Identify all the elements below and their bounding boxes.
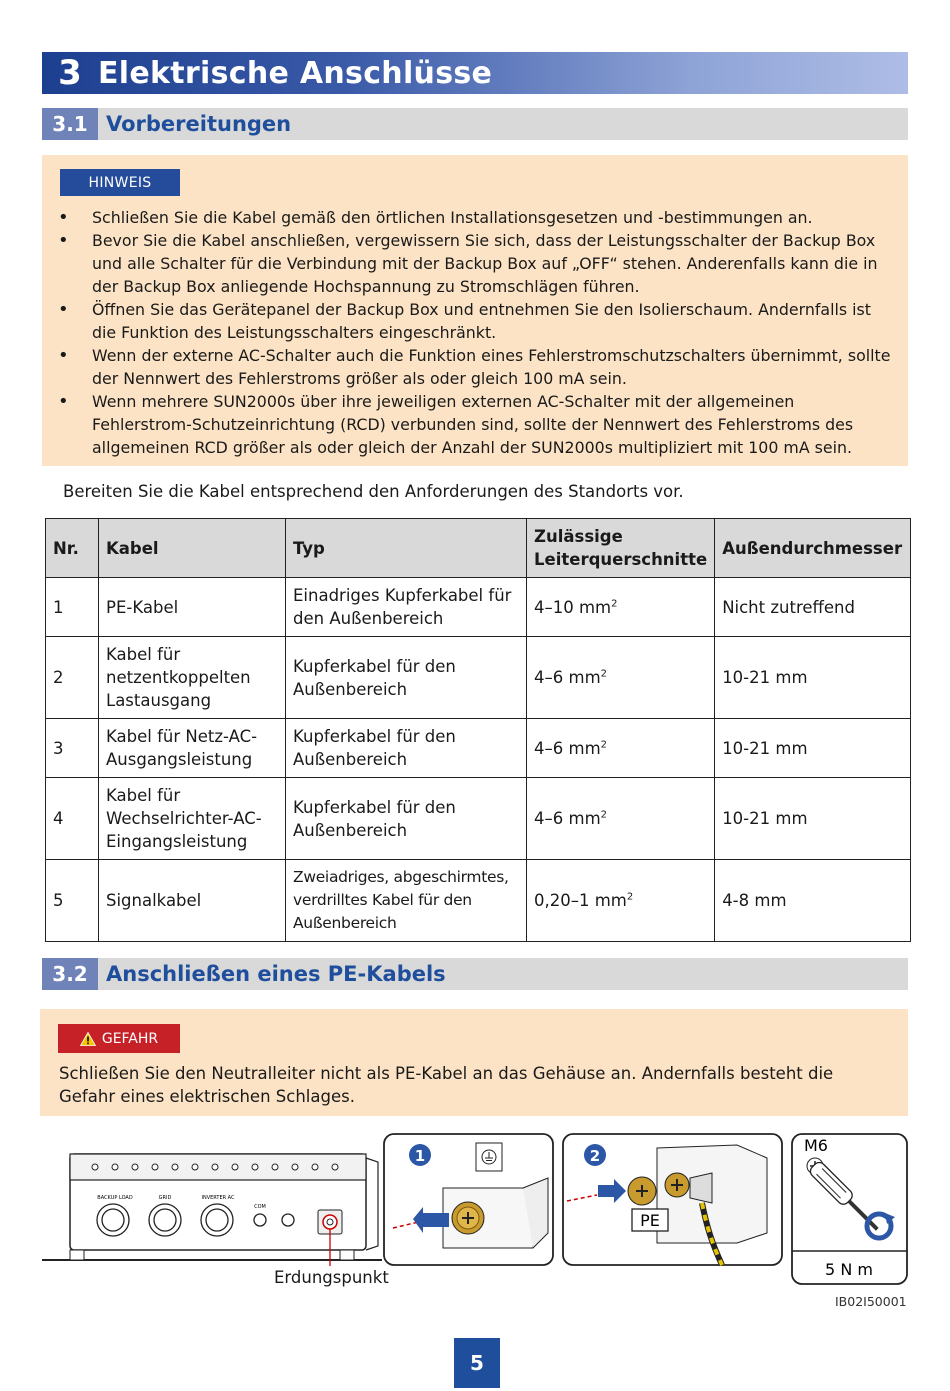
cell-nr: 2 bbox=[46, 637, 99, 719]
table-row bbox=[46, 778, 911, 860]
header-outer-diameter: Außendurchmesser bbox=[715, 519, 911, 578]
section-header-pe-cable bbox=[42, 958, 908, 990]
cell-cross-section: 4–6 $mm^2$ bbox=[527, 637, 715, 719]
header-cable: Kabel bbox=[99, 519, 286, 578]
table-row bbox=[46, 578, 911, 637]
cell-cross-section: 4–6 $mm^2$ bbox=[527, 778, 715, 860]
cell-outer-diameter: 10-21 mm bbox=[715, 778, 911, 860]
cell-cross-section: 0,20–1 $mm^2$ bbox=[527, 860, 715, 942]
intro-text: Bereiten Sie die Kabel entsprechend den Anforderungen des Standorts vor. bbox=[63, 482, 684, 501]
header-type: Typ bbox=[286, 519, 527, 578]
warning-icon bbox=[80, 1032, 96, 1046]
cell-type: Kupferkabel für den Außenbereich bbox=[286, 778, 527, 860]
cell-cross-section: 4–10 $mm^2$ bbox=[527, 578, 715, 637]
cell-cable: Kabel für Wechselrichter-AC-Eingangsleistung bbox=[99, 778, 286, 860]
notice-list bbox=[58, 206, 898, 459]
cell-cable: Kabel für netzentkoppelten Lastausgang bbox=[99, 637, 286, 719]
cell-type: Kupferkabel für den Außenbereich bbox=[286, 719, 527, 778]
cell-outer-diameter: 10-21 mm bbox=[715, 719, 911, 778]
cell-cable: Kabel für Netz-AC-Ausgangsleistung bbox=[99, 719, 286, 778]
section-number: 3.1 bbox=[42, 108, 98, 140]
table-row bbox=[46, 719, 911, 778]
port-label-com: COM bbox=[254, 1204, 266, 1210]
notice-item: • Schließen Sie die Kabel gemäß den örtlichen Installationsgesetzen und -bestimmungen an. bbox=[58, 206, 898, 229]
port-label-inverter-ac: INVERTER AC bbox=[201, 1195, 235, 1201]
section-title: Anschließen eines PE-Kabels bbox=[106, 962, 446, 986]
cell-cable: Signalkabel bbox=[99, 860, 286, 942]
danger-label bbox=[58, 1024, 180, 1053]
chapter-number: 3 bbox=[58, 53, 82, 93]
backup-box-illustration bbox=[40, 1148, 385, 1268]
cell-type: Zweiadriges, abgeschirmtes, verdrilltes Kabel für den Außenbereich bbox=[286, 860, 527, 942]
step-1-number: 1 bbox=[414, 1147, 426, 1165]
page-number: 5 bbox=[454, 1338, 500, 1388]
notice-item: • Öffnen Sie das Gerätepanel der Backup Box und entnehmen Sie den Isolierschaum. Andernfalls ist die Funktion des Leistungsschalters eingeschränkt. bbox=[58, 298, 898, 344]
step-2-illustration bbox=[562, 1133, 783, 1266]
cell-nr: 5 bbox=[46, 860, 99, 942]
cell-type: Einadriges Kupferkabel für den Außenbereich bbox=[286, 578, 527, 637]
header-nr: Nr. bbox=[46, 519, 99, 578]
chapter-title: Elektrische Anschlüsse bbox=[98, 55, 493, 91]
cell-nr: 3 bbox=[46, 719, 99, 778]
section-header-preparations bbox=[42, 108, 908, 140]
port-label-grid: GRID bbox=[158, 1195, 172, 1201]
notice-item: • Wenn der externe AC-Schalter auch die Funktion eines Fehlerstromschutzschalters übernimmt, sollte der Nennwert des Fehlerstroms größer als oder gleich 100 mA sein. bbox=[58, 344, 898, 390]
cell-outer-diameter: Nicht zutreffend bbox=[715, 578, 911, 637]
step-2-number: 2 bbox=[589, 1147, 601, 1165]
bolt-size: M6 bbox=[804, 1136, 828, 1155]
table-row bbox=[46, 860, 911, 942]
danger-text: Schließen Sie den Neutralleiter nicht als PE-Kabel an das Gehäuse an. Andernfalls besteht die Gefahr eines elektrischen Schlages. bbox=[59, 1064, 834, 1106]
step-1-illustration bbox=[383, 1133, 554, 1266]
figure-code: IB02I50001 bbox=[835, 1294, 907, 1309]
notice-label: HINWEIS bbox=[60, 169, 180, 196]
cell-nr: 1 bbox=[46, 578, 99, 637]
header-cross-section: Zulässige Leiterquerschnitte bbox=[527, 519, 715, 578]
table-row bbox=[46, 637, 911, 719]
notice-item: • Bevor Sie die Kabel anschließen, vergewissern Sie sich, dass der Leistungsschalter der Backup Box und alle Schalter für die Verbindung mit der Backup Box auf „OFF“ stehen. Anderenfalls kann die in der Backup Box anliegende Hochspannung zu Stromschlägen führen. bbox=[58, 229, 898, 298]
cell-cable: PE-Kabel bbox=[99, 578, 286, 637]
port-label-backup-load: BACKUP LOAD bbox=[97, 1195, 133, 1201]
cell-type: Kupferkabel für den Außenbereich bbox=[286, 637, 527, 719]
cell-outer-diameter: 10-21 mm bbox=[715, 637, 911, 719]
table-header-row bbox=[46, 519, 911, 578]
danger-label-text: GEFAHR bbox=[101, 1030, 159, 1047]
cell-outer-diameter: 4-8 mm bbox=[715, 860, 911, 942]
cable-table bbox=[45, 518, 911, 942]
section-number: 3.2 bbox=[42, 958, 98, 990]
torque-value: 5 N m bbox=[825, 1260, 873, 1279]
notice-item: • Wenn mehrere SUN2000s über ihre jeweiligen externen AC-Schalter mit der allgemeinen Fehlerstrom-Schutzeinrichtung (RCD) verbunden sind, sollte der Nennwert des Fehlerstroms des allgemeinen RCD größer als oder gleich der Anzahl der SUN2000s multipliziert mit 100 mA sein. bbox=[58, 390, 898, 459]
cell-nr: 4 bbox=[46, 778, 99, 860]
section-title: Vorbereitungen bbox=[106, 112, 292, 136]
pe-label: PE bbox=[640, 1211, 660, 1230]
figure-caption: Erdungspunkt bbox=[274, 1268, 389, 1287]
tool-torque-illustration bbox=[791, 1133, 908, 1285]
cell-cross-section: 4–6 $mm^2$ bbox=[527, 719, 715, 778]
chapter-header bbox=[42, 52, 908, 94]
